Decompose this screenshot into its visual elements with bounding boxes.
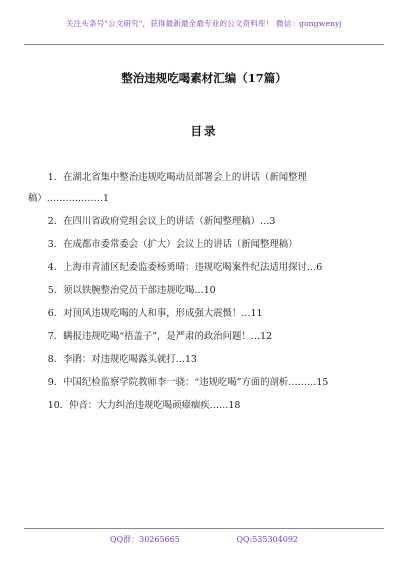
qq-group-text: QQ群：30265665: [109, 535, 180, 544]
footer-divider: [24, 528, 384, 529]
toc-item[interactable]: 2．在四川省政府党组会议上的讲话（新闻整理稿）…3: [47, 215, 276, 227]
toc-item[interactable]: 7．瞒报违规吃喝“捂盖子”，是严肃的政治问题！…12: [47, 330, 273, 342]
toc-item[interactable]: 1．在湖北省集中整治违规吃喝动员部署会上的讲话（新闻整理稿）………………1: [28, 172, 307, 204]
toc-item[interactable]: 5．须以铁腕整治党员干部违规吃喝…10: [47, 284, 216, 296]
toc-item[interactable]: 3．在成都市委常委会（扩大）会议上的讲话（新闻整理稿）: [47, 238, 298, 250]
footer-contacts: [0, 534, 408, 545]
document-title: 整治违规吃喝素材汇编（17篇）: [121, 71, 287, 85]
qq-number-text: QQ:535304092: [236, 535, 298, 544]
toc-item[interactable]: 4．上海市青浦区纪委监委杨勇晴：违规吃喝案件纪法适用探讨…6: [47, 261, 323, 273]
header-notice: 关注头条号"公文研究"，获得最新最全最专业的公文资料库！ 微信：gongwenyj: [65, 19, 343, 28]
toc-item[interactable]: 8．李鹃：对违规吃喝露头就打…13: [47, 353, 197, 365]
toc-item[interactable]: 10．仲音：大力纠治违规吃喝顽瘴痼疾……18: [47, 399, 241, 411]
toc-item[interactable]: 6．对顶风违规吃喝的人和事，形成强大震慑！…11: [47, 307, 263, 319]
header-divider: [24, 44, 384, 45]
toc-heading: 目录: [190, 124, 218, 138]
table-of-contents: [28, 168, 368, 419]
toc-item[interactable]: 9．中国纪检监察学院教师李一骁：“违规吃喝”方面的剖析………15: [47, 376, 329, 388]
